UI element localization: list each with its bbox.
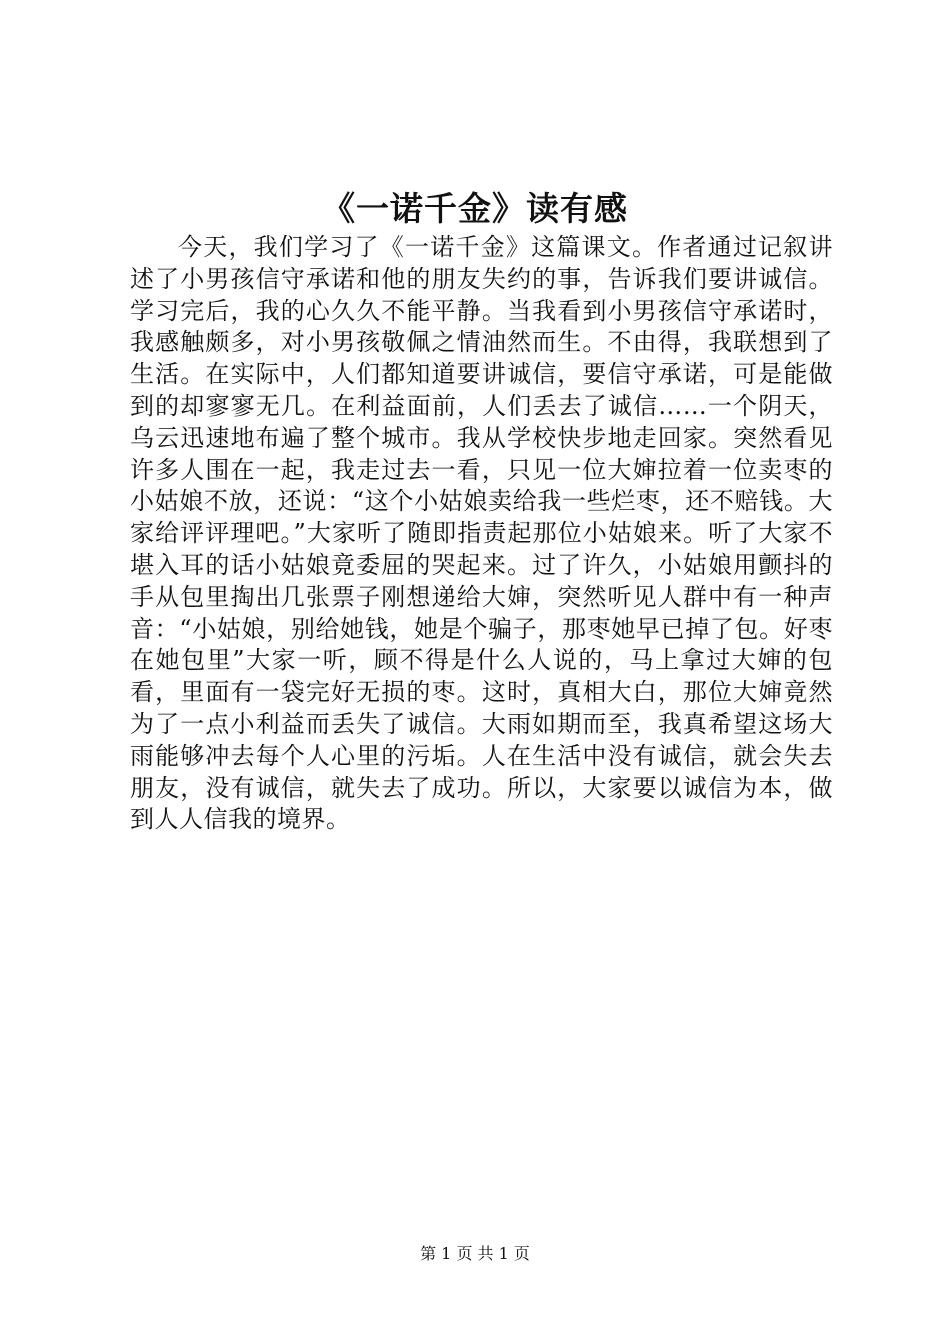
page-number-footer: 第 1 页 共 1 页 (420, 1244, 530, 1263)
body-paragraph: 今天，我们学习了《一诺千金》这篇课文。作者通过记叙讲述了小男孩信守承诺和他的朋友失约的事，告诉我们要讲诚信。学习完后，我的心久久不能平静。当我看到小男孩信守承诺时，我感触颇多，对小男孩敬佩之情油然而生。不由得，我联想到了生活。在实际中，人们都知道要讲诚信，要信守承诺，可是能做到的却寥寥无几。在利益面前，人们丢去了诚信……一个阴天，乌云迅速地布遍了整个城市。我从学校快步地走回家。突然看见许多人围在一起，我走过去一看，只见一位大婶拉着一位卖枣的小姑娘不放，还说：“这个小姑娘卖给我一些烂枣，还不赔钱。大家给评评理吧。”大家听了随即指责起那位小姑娘来。听了大家不堪入耳的话小姑娘竟委屈的哭起来。过了许久，小姑娘用颤抖的手从包里掏出几张票子刚想递给大婶，突然听见人群中有一种声音：“小姑娘，别给她钱，她是个骗子，那枣她早已掉了包。好枣在她包里”大家一听，顾不得是什么人说的，马上拿过大婶的包看，里面有一袋完好无损的枣。这时，真相大白，那位大婶竟然为了一点小利益而丢失了诚信。大雨如期而至，我真希望这场大雨能够冲去每个人心里的污垢。人在生活中没有诚信，就会失去朋友，没有诚信，就失去了成功。所以，大家要以诚信为本，做到人人信我的境界。 (130, 233, 833, 834)
document-title: 《一诺千金》读有感 (322, 189, 628, 228)
